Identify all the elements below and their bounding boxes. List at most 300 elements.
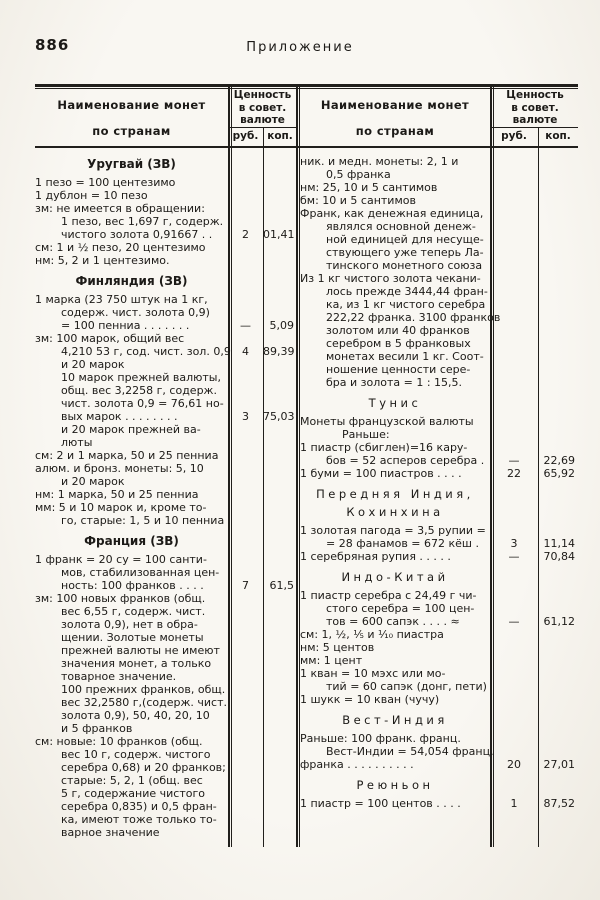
- rub-value: [228, 761, 263, 774]
- line-text: и 20 марок прежней ва-: [61, 423, 201, 436]
- table-line-row: [300, 207, 578, 220]
- table-line-row: [35, 410, 297, 423]
- rub-value: [490, 376, 538, 389]
- table-line-row: [300, 441, 578, 454]
- table-line-row: [35, 761, 297, 774]
- subheader-rule-right: [490, 127, 578, 128]
- kop-value: [538, 524, 578, 537]
- kop-value: [538, 397, 578, 410]
- line-text: золотом или 40 франков: [326, 324, 470, 337]
- kop-value: [263, 514, 297, 527]
- line-text: нм: 5, 2 и 1 центезимо.: [35, 254, 170, 267]
- table-line-row: [300, 602, 578, 615]
- table-line-row: [35, 605, 297, 618]
- kop-value: [538, 628, 578, 641]
- line-text: 4,210 53 г, сод. чист. зол. 0,9: [61, 345, 231, 358]
- kop-value: [538, 693, 578, 706]
- line-text: содерж. чист. золота 0,9): [61, 306, 210, 319]
- rub-value: 7: [242, 579, 249, 592]
- rub-value: [490, 779, 538, 792]
- line-text: общ. вес 3,2258 г, содерж.: [61, 384, 217, 397]
- table-line-row: [300, 524, 578, 537]
- rub-value: [490, 233, 538, 246]
- rub-value: [228, 735, 263, 748]
- line-text: ка, имеют тоже только то-: [61, 813, 217, 826]
- table-line-row: [300, 428, 578, 441]
- rub-value: [228, 592, 263, 605]
- line-text: чист. золота 0,9 = 76,61 но-: [61, 397, 224, 410]
- table-line-row: [35, 462, 297, 475]
- table-line-row: [35, 423, 297, 436]
- kop-value: [538, 311, 578, 324]
- line-text: ношение ценности сере-: [326, 363, 471, 376]
- rub-value: [490, 350, 538, 363]
- line-text: го, старые: 1, 5 и 10 пенниа: [61, 514, 225, 527]
- rub-value: [490, 181, 538, 194]
- table-line-row: [35, 228, 297, 241]
- line-text: Франк, как денежная единица,: [300, 207, 484, 220]
- line-text: нм: 25, 10 и 5 сантимов: [300, 181, 438, 194]
- kop-label: коп.: [545, 130, 571, 142]
- kop-value: [263, 202, 297, 215]
- line-text: см: 1, ½, ⅕ и ⅒ пиастра: [300, 628, 444, 641]
- kop-value: [538, 181, 578, 194]
- line-text: Индо-Китай: [341, 570, 449, 584]
- rub-value: [228, 787, 263, 800]
- line-text: ник. и медн. монеты: 2, 1 и: [300, 155, 459, 168]
- header-name-column-left: [35, 92, 228, 144]
- section-heading-row: [300, 397, 578, 410]
- table-line-row: [35, 774, 297, 787]
- line-text: 1 пиастр = 100 центов . . . .: [300, 797, 461, 810]
- line-text: 1 пиастр (сбиглен)=16 кару-: [300, 441, 468, 454]
- line-text: серебра 0,68) и 20 франков;: [61, 761, 226, 774]
- rub-value: [490, 220, 538, 233]
- line-text: 1 пиастр серебра с 24,49 г чи-: [300, 589, 477, 602]
- table-line-row: [35, 202, 297, 215]
- line-text: люты: [61, 436, 93, 449]
- rub-value: [490, 745, 538, 758]
- kop-value: [263, 384, 297, 397]
- table-line-row: [300, 467, 578, 480]
- line-text: Тунис: [368, 396, 422, 410]
- rub-value: [228, 332, 263, 345]
- line-text: алюм. и бронз. монеты: 5, 10: [35, 462, 204, 475]
- line-text: Финляндия (ЗВ): [75, 274, 188, 288]
- header-bottom-rule: [35, 146, 578, 148]
- rub-value: [228, 449, 263, 462]
- rub-value: [228, 176, 263, 189]
- rub-value: [490, 415, 538, 428]
- line-text: 0,5 франка: [326, 168, 391, 181]
- line-text: 1 пезо, вес 1,697 г, содерж.: [61, 215, 224, 228]
- line-text: старые: 5, 2, 1 (общ. вес: [61, 774, 203, 787]
- line-text: зм: 100 новых франков (общ.: [35, 592, 206, 605]
- table-line-row: [300, 376, 578, 389]
- kop-value: [263, 275, 297, 288]
- table-line-row: [300, 233, 578, 246]
- rub-value: 1: [510, 797, 518, 810]
- rub-value: [228, 800, 263, 813]
- rub-value: [490, 207, 538, 220]
- header-value-column-right: [494, 89, 576, 127]
- kop-value: [538, 285, 578, 298]
- kop-value: [263, 293, 297, 306]
- rub-value: 3: [510, 537, 518, 550]
- kop-value: [263, 722, 297, 735]
- kop-value: [263, 462, 297, 475]
- kop-value: [538, 589, 578, 602]
- line-text: 1 пезо = 100 центезимо: [35, 176, 176, 189]
- rub-value: [490, 285, 538, 298]
- rub-value: [228, 722, 263, 735]
- kop-value: [263, 215, 297, 228]
- rub-value: [490, 641, 538, 654]
- table-column-right: [300, 150, 578, 810]
- section-heading-row: [300, 714, 578, 727]
- rub-value: [490, 506, 538, 519]
- table-line-row: [35, 553, 297, 566]
- kop-value: [263, 306, 297, 319]
- rub-value: [228, 475, 263, 488]
- rub-value: [490, 524, 538, 537]
- table-line-row: [35, 735, 297, 748]
- section-heading-row: [300, 506, 578, 519]
- rub-value: [228, 462, 263, 475]
- kop-value: [263, 800, 297, 813]
- kop-value: 22,69: [543, 454, 575, 467]
- kop-value: 27,01: [543, 758, 575, 771]
- line-text: Франция (ЗВ): [84, 534, 179, 548]
- table-line-row: [35, 618, 297, 631]
- rub-value: [228, 553, 263, 566]
- kop-value: [263, 644, 297, 657]
- kop-value: [538, 732, 578, 745]
- line-text: товарное значение.: [61, 670, 177, 683]
- section-heading-row: [300, 571, 578, 584]
- line-text: Монеты французской валюты: [300, 415, 474, 428]
- rub-value: [228, 384, 263, 397]
- header-value-column-left: [231, 89, 294, 127]
- kop-value: [538, 207, 578, 220]
- line-text: тий = 60 сапэк (донг, пети): [326, 680, 487, 693]
- rub-value: [228, 423, 263, 436]
- kop-value: [263, 423, 297, 436]
- rub-value: [490, 298, 538, 311]
- rub-value: [228, 358, 263, 371]
- rub-value: [228, 488, 263, 501]
- line-text: = 100 пенниа . . . . . . .: [61, 319, 190, 332]
- kop-value: [263, 748, 297, 761]
- table-line-row: [300, 454, 578, 467]
- rub-value: [228, 371, 263, 384]
- table-line-row: [35, 787, 297, 800]
- kop-value: [263, 449, 297, 462]
- rub-value: [228, 709, 263, 722]
- table-line-row: [300, 220, 578, 233]
- rub-value: [228, 514, 263, 527]
- rub-value: [228, 397, 263, 410]
- table-line-row: [35, 579, 297, 592]
- table-line-row: [35, 436, 297, 449]
- rub-value: [490, 155, 538, 168]
- section-heading-row: [35, 275, 297, 288]
- table-line-row: [35, 631, 297, 644]
- line-text: тов = 600 сапэк . . . . ≈: [326, 615, 460, 628]
- table-line-row: [35, 332, 297, 345]
- line-text: ной единицей для несуще-: [326, 233, 484, 246]
- rub-value: [490, 680, 538, 693]
- table-line-row: [35, 709, 297, 722]
- line-text: Уругвай (ЗВ): [87, 157, 176, 171]
- rub-value: [490, 628, 538, 641]
- kop-value: [263, 397, 297, 410]
- table-line-row: [35, 592, 297, 605]
- kop-value: [263, 618, 297, 631]
- kop-value: [263, 670, 297, 683]
- line-text: = 28 фанамов = 672 кёш .: [326, 537, 479, 550]
- header-name-line1: Наименование монет: [57, 98, 206, 112]
- table-line-row: [300, 324, 578, 337]
- line-text: Вест-Индия: [342, 713, 448, 727]
- rub-value: [490, 272, 538, 285]
- table-line-row: [35, 813, 297, 826]
- table-line-row: [35, 319, 297, 332]
- kop-value: [538, 220, 578, 233]
- table-line-row: [300, 680, 578, 693]
- kop-value: [263, 774, 297, 787]
- table-line-row: [300, 246, 578, 259]
- kop-value: [538, 350, 578, 363]
- rub-value: [490, 246, 538, 259]
- table-line-row: [35, 397, 297, 410]
- rub-value: [228, 254, 263, 267]
- kop-value: [538, 168, 578, 181]
- line-text: Передняя Индия,: [316, 487, 474, 501]
- kop-value: [538, 233, 578, 246]
- header-value-line2: в совет.: [511, 101, 559, 114]
- kop-value: [538, 745, 578, 758]
- kop-value: [538, 428, 578, 441]
- section-heading-row: [35, 535, 297, 548]
- section-heading-row: [35, 158, 297, 171]
- line-text: 1 серебряная рупия . . . . .: [300, 550, 451, 563]
- table-line-row: [35, 488, 297, 501]
- rub-value: [490, 441, 538, 454]
- kop-value: 70,84: [543, 550, 575, 563]
- table-line-row: [35, 826, 297, 839]
- line-text: нм: 5 центов: [300, 641, 375, 654]
- kop-value: [538, 155, 578, 168]
- rub-value: [228, 813, 263, 826]
- table-line-row: [35, 215, 297, 228]
- kop-value: [263, 241, 297, 254]
- line-text: варное значение: [61, 826, 160, 839]
- table-line-row: [35, 254, 297, 267]
- table-line-row: [300, 615, 578, 628]
- table-line-row: [35, 241, 297, 254]
- table-line-row: [300, 550, 578, 563]
- rub-value: [490, 363, 538, 376]
- rub-value: [228, 535, 263, 548]
- kop-value: [263, 787, 297, 800]
- kop-value: [263, 813, 297, 826]
- kop-value: [538, 363, 578, 376]
- kop-value: [538, 667, 578, 680]
- table-line-row: [300, 181, 578, 194]
- kop-value: 61,12: [543, 615, 575, 628]
- line-text: стого серебра = 100 цен-: [326, 602, 475, 615]
- rub-value: [490, 667, 538, 680]
- table-column-left: [35, 150, 297, 839]
- table-line-row: [300, 667, 578, 680]
- line-text: см: новые: 10 франков (общ.: [35, 735, 203, 748]
- table-line-row: [300, 194, 578, 207]
- table-line-row: [300, 415, 578, 428]
- rub-value: [228, 306, 263, 319]
- line-text: Кохинхина: [346, 505, 444, 519]
- line-text: являлся основной денеж-: [326, 220, 476, 233]
- line-text: Раньше:: [342, 428, 390, 441]
- line-text: Реюньон: [356, 778, 434, 792]
- kop-value: [263, 176, 297, 189]
- kop-value: [263, 358, 297, 371]
- rub-value: [490, 571, 538, 584]
- table-line-row: [300, 693, 578, 706]
- table-line-row: [35, 189, 297, 202]
- rub-value: [228, 605, 263, 618]
- table-line-row: [35, 293, 297, 306]
- line-text: значения монет, а только: [61, 657, 212, 670]
- table-line-row: [35, 683, 297, 696]
- rub-value: [228, 293, 263, 306]
- kop-value: 5,09: [269, 319, 294, 332]
- table-line-row: [35, 176, 297, 189]
- table-line-row: [300, 628, 578, 641]
- table-line-row: [35, 657, 297, 670]
- kop-value: [263, 735, 297, 748]
- rub-value: [228, 696, 263, 709]
- line-text: 1 марка (23 750 штук на 1 кг,: [35, 293, 208, 306]
- table-line-row: [35, 449, 297, 462]
- rub-value: [490, 714, 538, 727]
- header-value-line3: валюте: [240, 114, 285, 126]
- header-name-line2: по странам: [92, 124, 171, 138]
- line-text: вес 6,55 г, содерж. чист.: [61, 605, 206, 618]
- rub-value: [228, 189, 263, 202]
- table-line-row: [300, 272, 578, 285]
- header-rub-kop-right: [490, 130, 578, 142]
- rub-value: [228, 158, 263, 171]
- rub-value: [228, 774, 263, 787]
- rub-value: [228, 501, 263, 514]
- table-line-row: [35, 748, 297, 761]
- table-line-row: [35, 696, 297, 709]
- line-text: бра и золота = 1 : 15,5.: [326, 376, 463, 389]
- rub-value: [490, 337, 538, 350]
- table-line-row: [300, 745, 578, 758]
- line-text: 1 кван = 10 мэхс или мо-: [300, 667, 446, 680]
- header-value-line3: валюте: [512, 114, 558, 126]
- table-line-row: [35, 475, 297, 488]
- page-number: 886: [35, 36, 70, 54]
- kop-value: [538, 298, 578, 311]
- rub-value: [228, 566, 263, 579]
- table-line-row: [35, 371, 297, 384]
- line-text: ка, из 1 кг чистого серебра: [326, 298, 486, 311]
- kop-value: [263, 761, 297, 774]
- kop-value: [538, 246, 578, 259]
- rub-label: руб.: [501, 130, 527, 142]
- line-text: бов = 52 асперов серебра .: [326, 454, 485, 467]
- table-line-row: [300, 350, 578, 363]
- kop-value: [538, 488, 578, 501]
- kop-value: [263, 683, 297, 696]
- rub-value: 2: [242, 228, 249, 241]
- line-text: лось прежде 3444,44 фран-: [326, 285, 488, 298]
- kop-value: [538, 259, 578, 272]
- line-text: тинского монетного союза: [326, 259, 483, 272]
- line-text: 5 г, содержание чистого: [61, 787, 205, 800]
- rub-value: [228, 631, 263, 644]
- kop-value: [538, 376, 578, 389]
- table-line-row: [35, 644, 297, 657]
- line-text: мм: 1 цент: [300, 654, 363, 667]
- rub-value: [490, 589, 538, 602]
- kop-value: [538, 272, 578, 285]
- kop-value: 75,03: [263, 410, 295, 423]
- table-line-row: [300, 654, 578, 667]
- line-text: золота 0,9), нет в обра-: [61, 618, 198, 631]
- header-value-line2: в совет.: [238, 101, 287, 114]
- line-text: вес 32,2580 г,(содерж. чист.: [61, 696, 227, 709]
- table-line-row: [300, 311, 578, 324]
- kop-value: [538, 779, 578, 792]
- rub-value: [228, 644, 263, 657]
- line-text: серебра 0,835) и 0,5 фран-: [61, 800, 217, 813]
- kop-value: [263, 553, 297, 566]
- table-line-row: [35, 501, 297, 514]
- table-line-row: [300, 537, 578, 550]
- header-name-line1: Наименование монет: [320, 98, 470, 112]
- rub-label: руб.: [232, 130, 259, 142]
- rub-value: 22: [507, 467, 521, 480]
- rub-value: 3: [242, 410, 249, 423]
- kop-value: [263, 254, 297, 267]
- kop-value: [538, 680, 578, 693]
- rub-value: [228, 826, 263, 839]
- rub-value: [490, 654, 538, 667]
- table-line-row: [300, 758, 578, 771]
- line-text: Раньше: 100 франк. франц.: [300, 732, 461, 745]
- line-text: зм: 100 марок, общий вес: [35, 332, 185, 345]
- table-line-row: [35, 800, 297, 813]
- header-value-line1: Ценность: [233, 89, 292, 101]
- kop-value: [263, 631, 297, 644]
- kop-value: [263, 605, 297, 618]
- table-line-row: [300, 363, 578, 376]
- table-line-row: [300, 298, 578, 311]
- kop-value: [263, 501, 297, 514]
- header-name-column-right: [300, 92, 490, 144]
- line-text: Вест-Индии = 54,054 франц.: [326, 745, 494, 758]
- rub-value: —: [508, 454, 520, 467]
- kop-value: [538, 324, 578, 337]
- kop-value: 89,39: [263, 345, 295, 358]
- kop-value: [538, 415, 578, 428]
- line-text: чистого золота 0,91667 . .: [61, 228, 213, 241]
- table-line-row: [300, 732, 578, 745]
